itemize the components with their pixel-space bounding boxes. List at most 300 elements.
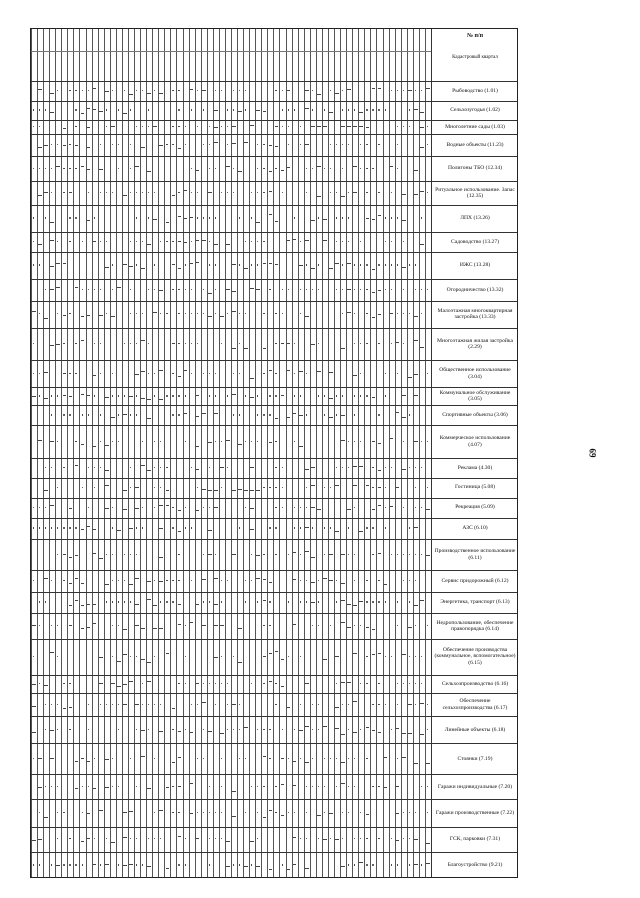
cell-mark [166,505,170,506]
cell-mark [396,786,400,787]
cell-dot [288,656,289,657]
cell-mark [135,704,139,705]
cell-dot [136,192,137,193]
cell-mark [220,625,224,626]
cell-mark [299,415,303,416]
cell-dot [360,144,361,145]
cell-mark [87,627,91,628]
cell-mark [232,554,236,555]
cell-dot [33,126,34,127]
cell-dot [221,126,222,127]
cell-mark [238,111,242,112]
cell-mark [93,446,97,447]
cell-dot [415,487,416,488]
cell-dot [172,601,173,602]
cell-dot [221,812,222,813]
cell-dot [203,373,204,374]
cell-dot [348,241,349,242]
cell-dot [215,90,216,91]
cell-dot [118,864,119,865]
cell-dot [142,704,143,705]
cell-dot [275,168,276,169]
cell-dot [427,812,428,813]
cell-dot [106,313,107,314]
category-label: Сельхозпроизводство (6.16) [441,680,509,687]
cell-mark [232,791,236,792]
cell-dot [318,289,319,290]
cell-dot [257,441,258,442]
cell-mark [56,263,60,264]
cell-mark [123,684,127,685]
cell-mark [38,787,42,788]
cell-mark [32,684,36,685]
cell-dot [185,289,186,290]
cell-dot [306,838,307,839]
cell-mark [178,604,182,605]
cell-dot [354,838,355,839]
cell-dot [130,601,131,602]
cell-dot [421,656,422,657]
cell-dot [263,192,264,193]
cell-dot [397,90,398,91]
cell-mark [32,732,36,733]
cell-dot [306,507,307,508]
cell-mark [220,467,224,468]
cell-mark [269,582,273,583]
cell-dot [360,241,361,242]
cell-mark [69,583,73,584]
cell-dot [130,838,131,839]
cell-dot [130,554,131,555]
cell-dot [403,126,404,127]
cell-dot [300,395,301,396]
cell-dot [354,414,355,415]
cell-mark [147,171,151,172]
cell-dot [288,758,289,759]
cell-mark [75,555,79,556]
cell-dot [148,838,149,839]
cell-dot [69,144,70,145]
cell-mark [359,466,363,467]
cell-mark [275,126,279,127]
cell-mark [335,839,339,840]
cell-dot [160,313,161,314]
cell-mark [317,509,321,510]
cell-dot [69,864,70,865]
cell-dot [421,313,422,314]
cell-mark [335,263,339,264]
cell-dot [366,656,367,657]
cell-dot [166,467,167,468]
cell-mark [281,659,285,660]
cell-mark [226,244,230,245]
cell-dot [142,441,143,442]
cell-dot [312,527,313,528]
cell-dot [360,264,361,265]
cell-mark [232,143,236,144]
cell-dot [282,729,283,730]
cell-dot [209,126,210,127]
cell-dot [324,487,325,488]
cell-dot [282,507,283,508]
cell-dot [324,786,325,787]
cell-dot [51,144,52,145]
cell-dot [415,507,416,508]
cell-mark [275,264,279,265]
cell-dot [63,683,64,684]
cell-dot [275,487,276,488]
cell-dot [178,289,179,290]
cell-mark [99,657,103,658]
cell-mark [341,734,345,735]
cell-dot [75,864,76,865]
cell-mark [99,810,103,811]
cell-dot [372,864,373,865]
cell-dot [397,144,398,145]
cell-dot [178,109,179,110]
cell-mark [75,578,79,579]
cell-dot [75,373,76,374]
cell-mark [366,727,370,728]
cell-dot [391,838,392,839]
cell-dot [318,343,319,344]
cell-mark [317,815,321,816]
cell-dot [409,126,410,127]
cell-mark [359,862,363,863]
cell-mark [426,88,430,89]
cell-dot [427,729,428,730]
cell-dot [33,864,34,865]
cell-dot [160,487,161,488]
cell-dot [336,601,337,602]
cell-mark [69,557,73,558]
cell-dot [294,217,295,218]
cell-mark [159,93,163,94]
cell-mark [105,584,109,585]
cell-dot [142,241,143,242]
cell-mark [159,810,163,811]
cell-mark [335,728,339,729]
cell-dot [57,313,58,314]
cell-dot [112,580,113,581]
cell-mark [250,397,254,398]
cell-dot [306,289,307,290]
cell-mark [244,268,248,269]
cell-mark [269,810,273,811]
cell-dot [391,90,392,91]
cell-dot [142,313,143,314]
cell-mark [287,707,291,708]
cell-mark [305,762,309,763]
cell-mark [372,629,376,630]
cell-mark [105,508,109,509]
cell-dot [360,343,361,344]
cell-dot [263,373,264,374]
cell-mark [214,578,218,579]
cell-dot [160,601,161,602]
cell-dot [136,554,137,555]
cell-mark [384,757,388,758]
cell-dot [282,487,283,488]
cell-dot [312,289,313,290]
cell-dot [330,625,331,626]
cell-dot [45,601,46,602]
cell-dot [185,313,186,314]
cell-dot [324,758,325,759]
cell-dot [197,217,198,218]
cell-mark [414,441,418,442]
cell-mark [232,348,236,349]
cell-dot [239,343,240,344]
cell-dot [348,786,349,787]
cell-mark [123,837,127,838]
cell-dot [51,192,52,193]
cell-mark [202,702,206,703]
cell-dot [372,601,373,602]
cell-mark [281,758,285,759]
cell-mark [87,220,91,221]
cell-dot [136,126,137,127]
category-label: Спортивные объекты (3.06) [442,412,508,419]
cell-dot [142,507,143,508]
cell-dot [82,812,83,813]
cell-mark [269,681,273,682]
cell-mark [44,817,48,818]
cell-mark [147,418,151,419]
page-number: 69 [587,448,598,458]
cell-dot [215,838,216,839]
cell-dot [221,441,222,442]
cell-mark [99,169,103,170]
cell-mark [159,370,163,371]
cell-mark [117,661,121,662]
cell-dot [360,838,361,839]
cell-dot [94,395,95,396]
cell-mark [208,731,212,732]
cell-dot [227,192,228,193]
cell-dot [185,441,186,442]
cell-mark [184,413,188,414]
cell-dot [154,289,155,290]
cell-dot [324,527,325,528]
cell-mark [281,395,285,396]
cell-dot [69,313,70,314]
cell-dot [378,601,379,602]
cell-dot [112,625,113,626]
cell-mark [93,109,97,110]
cell-mark [196,838,200,839]
cell-dot [342,90,343,91]
cell-dot [221,838,222,839]
cell-mark [214,413,218,414]
cell-dot [106,241,107,242]
cell-mark [335,531,339,532]
cell-dot [106,554,107,555]
cell-mark [93,553,97,554]
cell-dot [306,601,307,602]
cell-mark [172,762,176,763]
cell-mark [81,166,85,167]
cell-mark [196,510,200,511]
cell-mark [341,554,345,555]
cell-dot [306,192,307,193]
cell-dot [378,704,379,705]
cell-mark [372,88,376,89]
cell-dot [130,168,131,169]
cell-mark [299,446,303,447]
cell-dot [51,704,52,705]
cell-dot [221,786,222,787]
cell-mark [341,783,345,784]
cell-dot [360,441,361,442]
cell-mark [184,242,188,243]
cell-dot [124,395,125,396]
cell-dot [185,264,186,265]
cell-mark [311,344,315,345]
cell-dot [300,241,301,242]
cell-mark [323,578,327,579]
cell-dot [185,126,186,127]
cell-dot [203,554,204,555]
cell-dot [112,786,113,787]
cell-mark [147,866,151,867]
cell-dot [185,683,186,684]
cell-dot [233,373,234,374]
cell-dot [75,441,76,442]
cell-dot [318,395,319,396]
cell-dot [427,289,428,290]
cell-dot [354,625,355,626]
cell-dot [215,704,216,705]
cell-dot [100,373,101,374]
cell-dot [312,109,313,110]
cell-dot [354,580,355,581]
cell-mark [196,262,200,263]
cell-dot [415,467,416,468]
cell-dot [142,527,143,528]
cell-dot [130,109,131,110]
cell-dot [160,838,161,839]
cell-mark [141,371,145,372]
cell-mark [153,605,157,606]
cell-dot [221,758,222,759]
cell-dot [197,758,198,759]
cell-dot [215,395,216,396]
cell-dot [288,601,289,602]
cell-dot [415,264,416,265]
cell-mark [38,147,42,148]
cell-mark [353,485,357,486]
cell-dot [130,487,131,488]
cell-dot [197,313,198,314]
cell-mark [353,701,357,702]
cell-mark [166,787,170,788]
cell-mark [275,146,279,147]
cell-dot [221,683,222,684]
cell-dot [160,441,161,442]
cell-dot [33,527,34,528]
cell-dot [178,192,179,193]
cell-dot [385,217,386,218]
cell-dot [118,729,119,730]
cell-dot [82,90,83,91]
cell-mark [414,340,418,341]
cell-dot [75,343,76,344]
cell-dot [233,864,234,865]
cell-mark [263,579,267,580]
cell-mark [202,579,206,580]
cell-mark [335,656,339,657]
cell-dot [130,414,131,415]
cell-dot [191,241,192,242]
cell-dot [100,864,101,865]
cell-mark [420,127,424,128]
cell-dot [130,758,131,759]
cell-dot [57,704,58,705]
cell-mark [347,89,351,90]
cell-mark [317,371,321,372]
cell-dot [245,601,246,602]
cell-mark [50,730,54,731]
cell-dot [263,729,264,730]
cell-mark [141,398,145,399]
cell-dot [275,704,276,705]
cell-mark [111,126,115,127]
cell-dot [372,527,373,528]
cell-dot [251,683,252,684]
cell-mark [299,730,303,731]
cell-dot [397,217,398,218]
cell-dot [118,168,119,169]
cell-mark [50,652,54,653]
cell-dot [275,343,276,344]
cell-mark [250,467,254,468]
cell-dot [397,554,398,555]
cell-dot [318,786,319,787]
cell-dot [330,527,331,528]
cell-mark [414,170,418,171]
cell-mark [408,704,412,705]
cell-dot [391,864,392,865]
cell-dot [294,343,295,344]
cell-mark [214,127,218,128]
cell-dot [245,395,246,396]
cell-dot [100,289,101,290]
cell-dot [112,144,113,145]
cell-dot [257,786,258,787]
cell-mark [159,581,163,582]
cell-mark [184,190,188,191]
cell-dot [172,527,173,528]
cell-mark [250,378,254,379]
cell-mark [366,485,370,486]
cell-dot [318,704,319,705]
cell-mark [341,415,345,416]
cell-dot [57,625,58,626]
cell-mark [87,838,91,839]
cell-dot [330,168,331,169]
cell-mark [311,582,315,583]
cell-mark [335,485,339,486]
cell-mark [347,289,351,290]
cell-dot [112,192,113,193]
cell-dot [342,109,343,110]
cell-mark [250,841,254,842]
cell-dot [372,704,373,705]
cell-dot [336,467,337,468]
cell-mark [135,508,139,509]
cell-mark [81,113,85,114]
